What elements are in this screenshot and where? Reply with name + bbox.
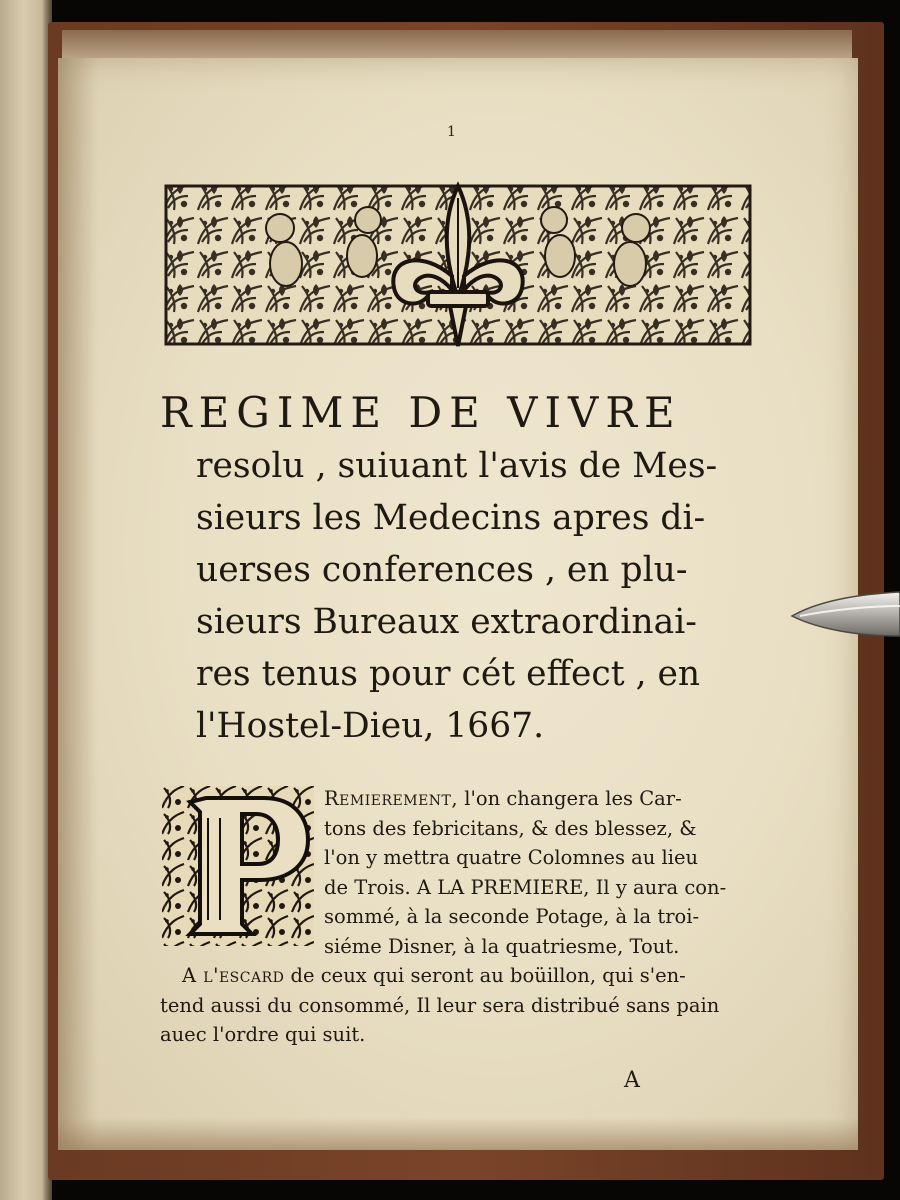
left-facing-page-edge	[0, 0, 52, 1200]
decorated-initial-p-icon	[160, 784, 316, 948]
text-run: l'on changera les Car-	[458, 787, 682, 810]
subtitle-line: res tenus pour cét effect , en	[196, 654, 701, 694]
ornamental-headpiece-fleur-de-lis-icon	[162, 180, 754, 352]
page-bottom-shadow	[58, 1118, 858, 1150]
page-signature-mark: 1	[447, 124, 456, 140]
subtitle-line: sieurs les Medecins apres di-	[196, 498, 706, 538]
body-line: tend aussi du consommé, Il leur sera distribué sans pain	[160, 993, 720, 1017]
body-line: sommé, à la seconde Potage, à la troi-	[324, 905, 700, 928]
subtitle-line: sieurs Bureaux extraordinai-	[196, 602, 697, 642]
body-line: de Trois. A LA PREMIERE, Il y aura con-	[324, 875, 727, 899]
main-title: REGIME DE VIVRE	[160, 388, 682, 437]
catchword: A	[624, 1068, 640, 1093]
body-line: auec l'ordre qui suit.	[160, 1023, 366, 1046]
body-line: l'on y mettra quatre Colomnes au lieu	[324, 846, 699, 869]
subtitle-line: resolu , suiuant l'avis de Mes-	[196, 446, 718, 486]
metal-page-clip-icon	[790, 590, 900, 642]
text-run: de ceux qui seront au boüillon, qui s'en-	[284, 964, 686, 987]
subtitle-line: uerses conferences , en plu-	[196, 550, 688, 590]
page-gutter-shadow	[58, 58, 98, 1150]
body-line	[160, 961, 752, 991]
small-caps-run: Remierement,	[324, 787, 459, 810]
small-caps-run: A l'escard	[182, 964, 285, 987]
body-line: tons des febricitans, & des blessez, &	[324, 816, 697, 840]
body-paragraph	[160, 784, 752, 1050]
title-block	[160, 386, 750, 752]
body-line: siéme Disner, à la quatriesme, Tout.	[324, 934, 680, 958]
subtitle-line: l'Hostel-Dieu, 1667.	[196, 706, 545, 746]
